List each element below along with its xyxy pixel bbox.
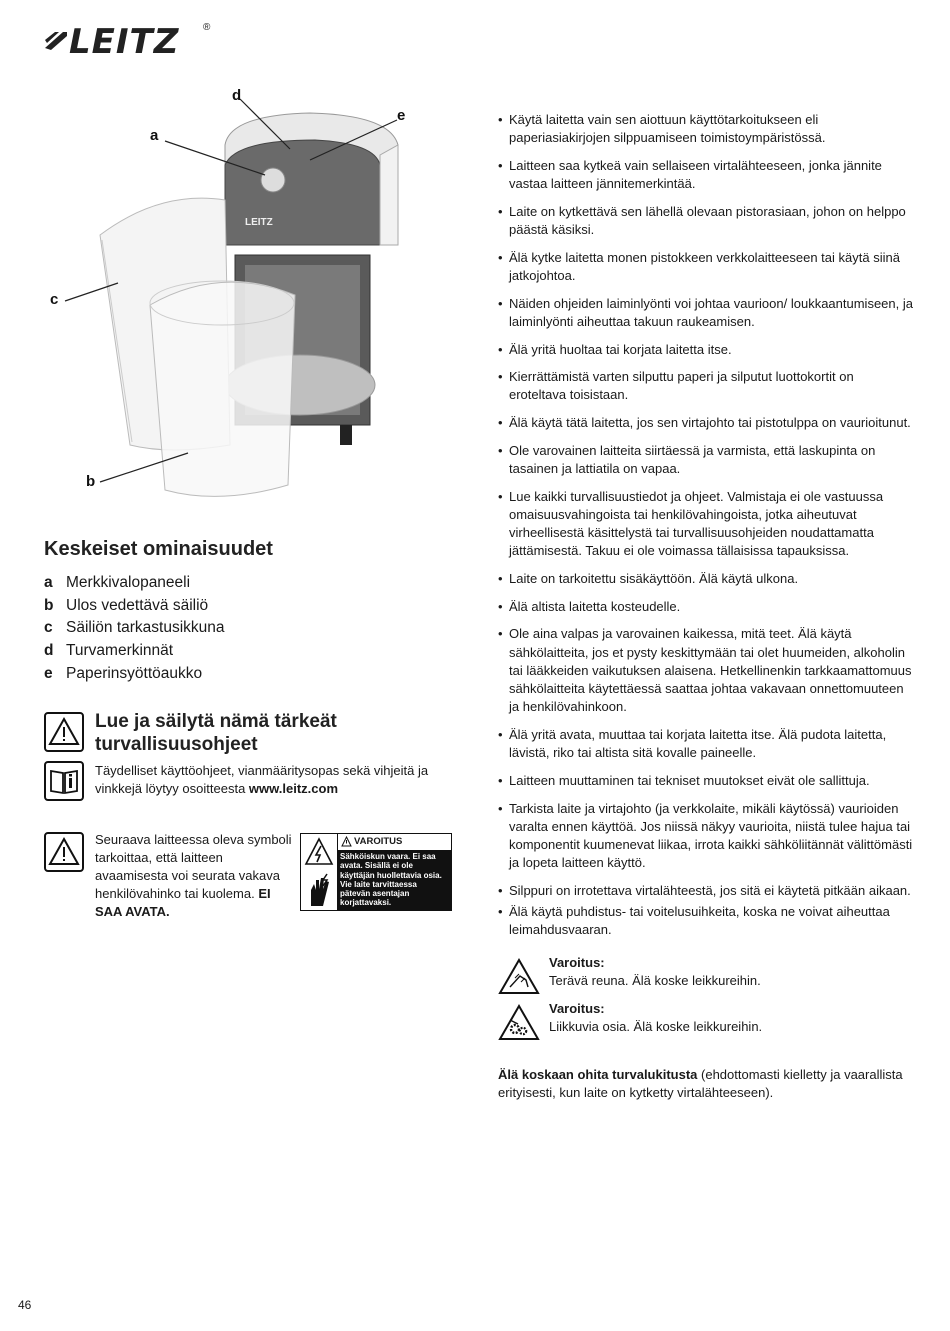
list-item-text: Älä kytke laitetta monen pistokkeen verkkolaitteeseen tai käytä siinä jatkojohtoa. <box>509 249 900 283</box>
logo-text: LEITZ <box>69 22 180 62</box>
list-item: • Tarkista laite ja virtajohto (ja verkkolaite, mikäli käytössä) vaurioiden varalta ennen käyttöä. Jos niissä näkyy vaurioita, niistä tulee hajua tai komponentit kuumenevat liikaa, irrota kaikki sähköliitännät välittömästi ja lopeta laitteen käyttö. <box>498 800 913 871</box>
safety-instructions <box>498 111 913 1103</box>
list-item: • Älä altista laitetta kosteudelle. <box>498 598 681 614</box>
callout-a: a <box>150 127 159 144</box>
list-item: • Älä kytke laitetta monen pistokkeen verkkolaitteeseen tai käytä siinä jatkojohtoa. <box>498 249 900 283</box>
varoitus-body: Sähköiskun vaara. Ei saa avata. Sisällä ei ole käyttäjän huollettavia osia. Vie laite tarvittaessa pätevän asentajan korjattavaksi. <box>337 850 451 910</box>
list-item-text: Laite on tarkoitettu sisäkäyttöön. Älä käytä ulkona. <box>509 571 799 587</box>
safety-title: Lue ja säilytä nämä tärkeät turvallisuusohjeet <box>95 711 337 755</box>
warning-label: Varoitus: <box>549 954 605 970</box>
small-warning-icon <box>341 836 352 847</box>
final-note <box>498 1066 913 1103</box>
feature-label: Paperinsyöttöaukko <box>66 664 203 682</box>
final-note-strong: Älä koskaan ohita turvalukitusta <box>498 1066 698 1082</box>
list-item-text: Näiden ohjeiden laiminlyönti voi johtaa vaurioon/ loukkaantumiseen, ja laiminlyönti aiheuttaa takuun raukeamisen. <box>509 295 913 329</box>
list-item-text: Tarkista laite ja virtajohto (ja verkkolaite, mikäli käytössä) vaurioiden varalta ennen käyttöä. Jos niissä näkyy vaurioita, niistä tulee hajua tai komponentit kuumenevat liikaa, irrota kaikki sähköliitännät välittömästi ja lopeta laitteen käyttö. <box>509 800 913 871</box>
symbol-text-strong: EI SAA AVATA. <box>95 886 271 919</box>
symbol-warning-icon <box>44 832 84 872</box>
manual-text: Täydelliset käyttöohjeet, vianmääritysopas sekä vihjeitä ja vinkkejä löytyy osoitteesta <box>95 763 429 796</box>
list-item-text: Laitteen muuttaminen tai tekniset muutokset eivät ole sallittuja. <box>509 772 870 788</box>
list-item: • Käytä laitetta vain sen aiottuun käyttötarkoitukseen eli paperiasiakirjojen silppuamiseen toimistoympäristössä. <box>498 112 826 146</box>
callout-e: e <box>397 107 406 124</box>
warning-text: Terävä reuna. Älä koske leikkureihin. <box>549 972 761 988</box>
sharp-edge-icon <box>498 958 540 996</box>
callout-d: d <box>232 87 242 104</box>
callout-c: c <box>50 291 59 308</box>
feature-key: c <box>44 619 53 637</box>
feature-label: Ulos vedettävä säiliö <box>66 596 209 614</box>
list-item-text: Älä yritä huoltaa tai korjata laitetta itse. <box>509 341 732 357</box>
list-item-text: Älä käytä tätä laitetta, jos sen virtajohto tai pistotulppa on vaurioitunut. <box>509 415 911 431</box>
list-item-text: Ole varovainen laitteita siirtäessä ja varmista, että laskupinta on tasainen ja lattiatila on vapaa. <box>509 442 876 477</box>
page-number: 46 <box>18 1298 32 1312</box>
feature-item <box>44 572 444 595</box>
list-item: • Laite on tarkoitettu sisäkäyttöön. Älä käytä ulkona. <box>498 571 799 587</box>
symbol-text-body: Seuraava laitteessa oleva symboli tarkoittaa, että laitteen avaamisesta voi seurata vakava henkilövahinko tai kuolema. <box>95 832 292 901</box>
list-item: • Silppuri on irrotettava virtalähteestä, jos sitä ei käytetä pitkään aikaan. <box>498 882 911 898</box>
list-item-text: Laite on kytkettävä sen lähellä olevaan pistorasiaan, johon on helppo päästä käsiksi. <box>509 203 906 238</box>
feature-item <box>44 617 444 640</box>
feature-key: a <box>44 574 53 591</box>
shredder-brand-label: LEITZ <box>245 217 273 228</box>
warning-text: Liikkuvia osia. Älä koske leikkureihin. <box>549 1018 763 1034</box>
varoitus-title <box>337 834 451 851</box>
feature-label: Merkkivalopaneeli <box>66 574 191 591</box>
feature-key: b <box>44 596 54 614</box>
callout-b: b <box>86 473 96 490</box>
list-item-text: Älä altista laitetta kosteudelle. <box>509 598 681 614</box>
hand-shock-icon <box>303 872 335 908</box>
feature-label: Säiliön tarkastusikkuna <box>66 619 225 637</box>
feature-label: Turvamerkinnät <box>66 642 174 660</box>
list-item: • Älä käytä tätä laitetta, jos sen virtajohto tai pistotulppa on vaurioitunut. <box>498 415 911 431</box>
list-item-text: Ole aina valpas ja varovainen kaikessa, mitä teet. Älä käytä sähkölaitteita, jos et pysty keskittymään tai olet huumeiden, alkoholin tai lääkkeiden vaikutuksen alaisena. Hetkellinenkin tarkkaamattomuus sähkölaitteita käytettäessä saattaa johtaa vakavaan onnettomuuteen ja henkilövahinkoon. <box>509 626 912 715</box>
feature-key: e <box>44 664 53 682</box>
list-item: • Älä yritä huoltaa tai korjata laitetta itse. <box>498 341 732 357</box>
list-item: • Älä käytä puhdistus- tai voitelusuihkeita, koska ne voivat aiheuttaa leimahdusvaaran. <box>498 904 890 938</box>
list-item-text: Älä yritä avata, muuttaa tai korjata laitetta itse. Älä pudota laitetta, lävistä, riko tai altista sitä kovalle paineelle. <box>509 726 887 761</box>
list-item-text: Lue kaikki turvallisuustiedot ja ohjeet. Valmistaja ei ole vastuussa omaisuusvahingoista tai henkilövahingoista, jotka aiheutuvat virheellisestä käsittelystä tai turvallisuusohjeiden noudattamatta jättämisestä. Takuu ei ole voimassa tällaisissa tapauksissa. <box>509 488 884 559</box>
manual-url: www.leitz.com <box>248 781 339 796</box>
shredder-illustration <box>40 85 470 505</box>
varoitus-title-text: VAROITUS <box>354 836 403 847</box>
list-item-text: Silppuri on irrotettava virtalähteestä, jos sitä ei käytetä pitkään aikaan. <box>509 882 911 898</box>
manual-book-icon <box>44 761 84 801</box>
logo-registered-mark: ® <box>203 22 211 33</box>
shredder-drawing <box>40 85 470 505</box>
feature-item <box>44 595 444 618</box>
moving-parts-icon <box>498 1004 540 1042</box>
warning-label: Varoitus: <box>549 1000 605 1016</box>
leitz-logo <box>43 22 223 62</box>
feature-item <box>44 663 444 686</box>
final-note-text: (ehdottomasti kielletty ja vaarallista erityisesti, kun laite on kytketty virtalähteeseen). <box>498 1066 903 1101</box>
list-item: • Kierrättämistä varten silputtu paperi ja silputut luottokortit on eroteltava toisistaan. <box>498 369 854 403</box>
varoitus-label <box>300 833 452 911</box>
list-item: • Lue kaikki turvallisuustiedot ja ohjeet. Valmistaja ei ole vastuussa omaisuusvahingoista tai henkilövahingoista, jotka aiheutuvat virheellisestä käsittelystä tai turvallisuusohjeiden noudattamatta jättämisestä. Takuu ei ole voimassa tällaisissa tapauksissa. <box>498 488 884 559</box>
list-item-text: Kierrättämistä varten silputtu paperi ja silputut luottokortit on eroteltava toisistaan. <box>509 369 854 403</box>
warning-sharp-edge <box>498 954 913 998</box>
warning-moving-parts <box>498 1000 913 1044</box>
list-item: • Ole varovainen laitteita siirtäessä ja varmista, että laskupinta on tasainen ja lattiatila on vapaa. <box>498 442 876 477</box>
list-item-text: Älä käytä puhdistus- tai voitelusuihkeita, koska ne voivat aiheuttaa leimahdusvaaran. <box>509 904 890 938</box>
features-title: Keskeiset ominaisuudet <box>44 538 273 560</box>
manual-info-text <box>95 762 460 798</box>
electric-shock-icon <box>303 836 335 870</box>
list-item: • Älä yritä avata, muuttaa tai korjata laitetta itse. Älä pudota laitetta, lävistä, riko tai altista sitä kovalle paineelle. <box>498 726 887 761</box>
list-item: • Laitteen muuttaminen tai tekniset muutokset eivät ole sallittuja. <box>498 772 870 788</box>
list-item: • Laitteen saa kytkeä vain sellaiseen virtalähteeseen, jonka jännite vastaa laitteen jännitemerkintää. <box>498 157 882 192</box>
list-item: • Ole aina valpas ja varovainen kaikessa, mitä teet. Älä käytä sähkölaitteita, jos et pysty keskittymään tai olet huumeiden, alkoholin tai lääkkeiden vaikutuksen alaisena. Hetkellinenkin tarkkaamattomuus sähkölaitteita käytettäessä saattaa johtaa vakavaan onnettomuuteen ja henkilövahinkoon. <box>498 626 912 715</box>
features-list <box>44 572 444 685</box>
warning-triangle-icon <box>44 712 84 752</box>
list-item-text: Käytä laitetta vain sen aiottuun käyttötarkoitukseen eli paperiasiakirjojen silppuamiseen toimistoympäristössä. <box>509 112 826 146</box>
list-item: • Näiden ohjeiden laiminlyönti voi johtaa vaurioon/ loukkaantumiseen, ja laiminlyönti aiheuttaa takuun raukeamisen. <box>498 295 913 329</box>
symbol-text <box>95 831 295 921</box>
list-item: • Laite on kytkettävä sen lähellä olevaan pistorasiaan, johon on helppo päästä käsiksi. <box>498 203 906 238</box>
feature-key: d <box>44 642 54 660</box>
feature-item <box>44 640 444 663</box>
list-item-text: Laitteen saa kytkeä vain sellaiseen virtalähteeseen, jonka jännite vastaa laitteen jännitemerkintää. <box>509 157 882 192</box>
leitz-logo-mark-icon <box>43 28 69 54</box>
